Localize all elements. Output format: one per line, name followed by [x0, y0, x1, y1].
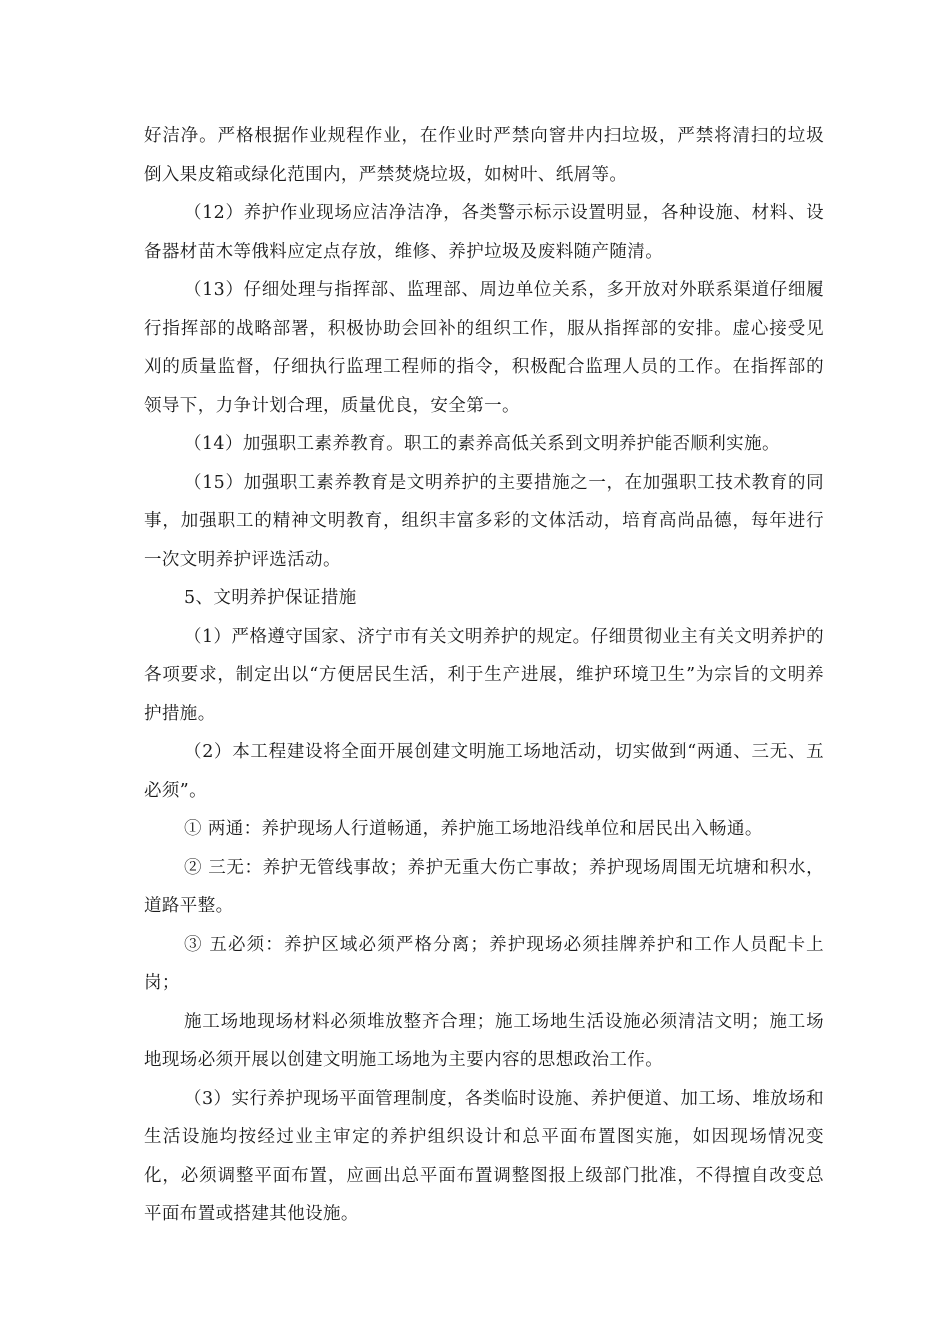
list-item-two-clear: ① 两通：养护现场人行道畅通，养护施工场地沿线单位和居民出入畅通。	[184, 819, 763, 839]
paragraph-measure-2: （2）本工程建设将全面开展创建文明施工场地活动，切实做到“两通、三无、五必须”。	[144, 742, 824, 801]
list-item-three-none: ② 三无：养护无管线事故；养护无重大伤亡事故；养护现场周围无坑塘和积水，道路平整。	[144, 857, 824, 916]
paragraph-item-12: （12）养护作业现场应洁净洁净，各类警示标示设置明显，各种设施、材料、设备器材苗木等俄料应定点存放，维修、养护垃圾及废料随产随清。	[144, 203, 824, 262]
section-heading-5: 5、文明养护保证措施	[184, 588, 357, 608]
paragraph-1: 好洁净。严格根据作业规程作业，在作业时严禁向窨井内扫垃圾，严禁将清扫的垃圾倒入果皮箱或绿化范围内，严禁焚烧垃圾，如树叶、纸屑等。	[144, 126, 824, 185]
paragraph-item-13: （13）仔细处理与指挥部、监理部、周边单位关系，多开放对外联系渠道仔细履行指挥部的战略部署，积极协助会回补的组织工作，服从指挥部的安排。虚心接受见刈的质量监督，仔细执行监理工程师的指令，积极配合监理人员的工作。在指挥部的领导下，力争计划合理，质量优良，安全第一。	[144, 280, 824, 416]
document-body	[144, 117, 824, 1234]
paragraph-item-14: （14）加强职工素养教育。职工的素养高低关系到文明养护能否顺利实施。	[184, 434, 780, 454]
paragraph-five-musts-continued: 施工场地现场材料必须堆放整齐合理；施工场地生活设施必须清洁文明；施工场地现场必须开展以创建文明施工场地为主要内容的思想政治工作。	[144, 1011, 824, 1070]
paragraph-measure-1: （1）严格遵守国家、济宁市有关文明养护的规定。仔细贯彻业主有关文明养护的各项要求，制定出以“方便居民生活，利于生产进展，维护环境卫生”为宗旨的文明养护措施。	[144, 626, 824, 724]
paragraph-measure-3: （3）实行养护现场平面管理制度，各类临时设施、养护便道、加工场、堆放场和生活设施均按经过业主审定的养护组织设计和总平面布置图实施，如因现场情况变化，必须调整平面布置，应画出总平面布置调整图报上级部门批准，不得擅自改变总平面布置或搭建其他设施。	[144, 1088, 824, 1224]
list-item-five-musts: ③ 五必须：养护区域必须严格分离；养护现场必须挂牌养护和工作人员配卡上岗；	[144, 934, 824, 993]
paragraph-item-15: （15）加强职工素养教育是文明养护的主要措施之一，在加强职工技术教育的同事，加强职工的精神文明教育，组织丰富多彩的文体活动，培育高尚品德，每年进行一次文明养护评选活动。	[144, 472, 824, 570]
